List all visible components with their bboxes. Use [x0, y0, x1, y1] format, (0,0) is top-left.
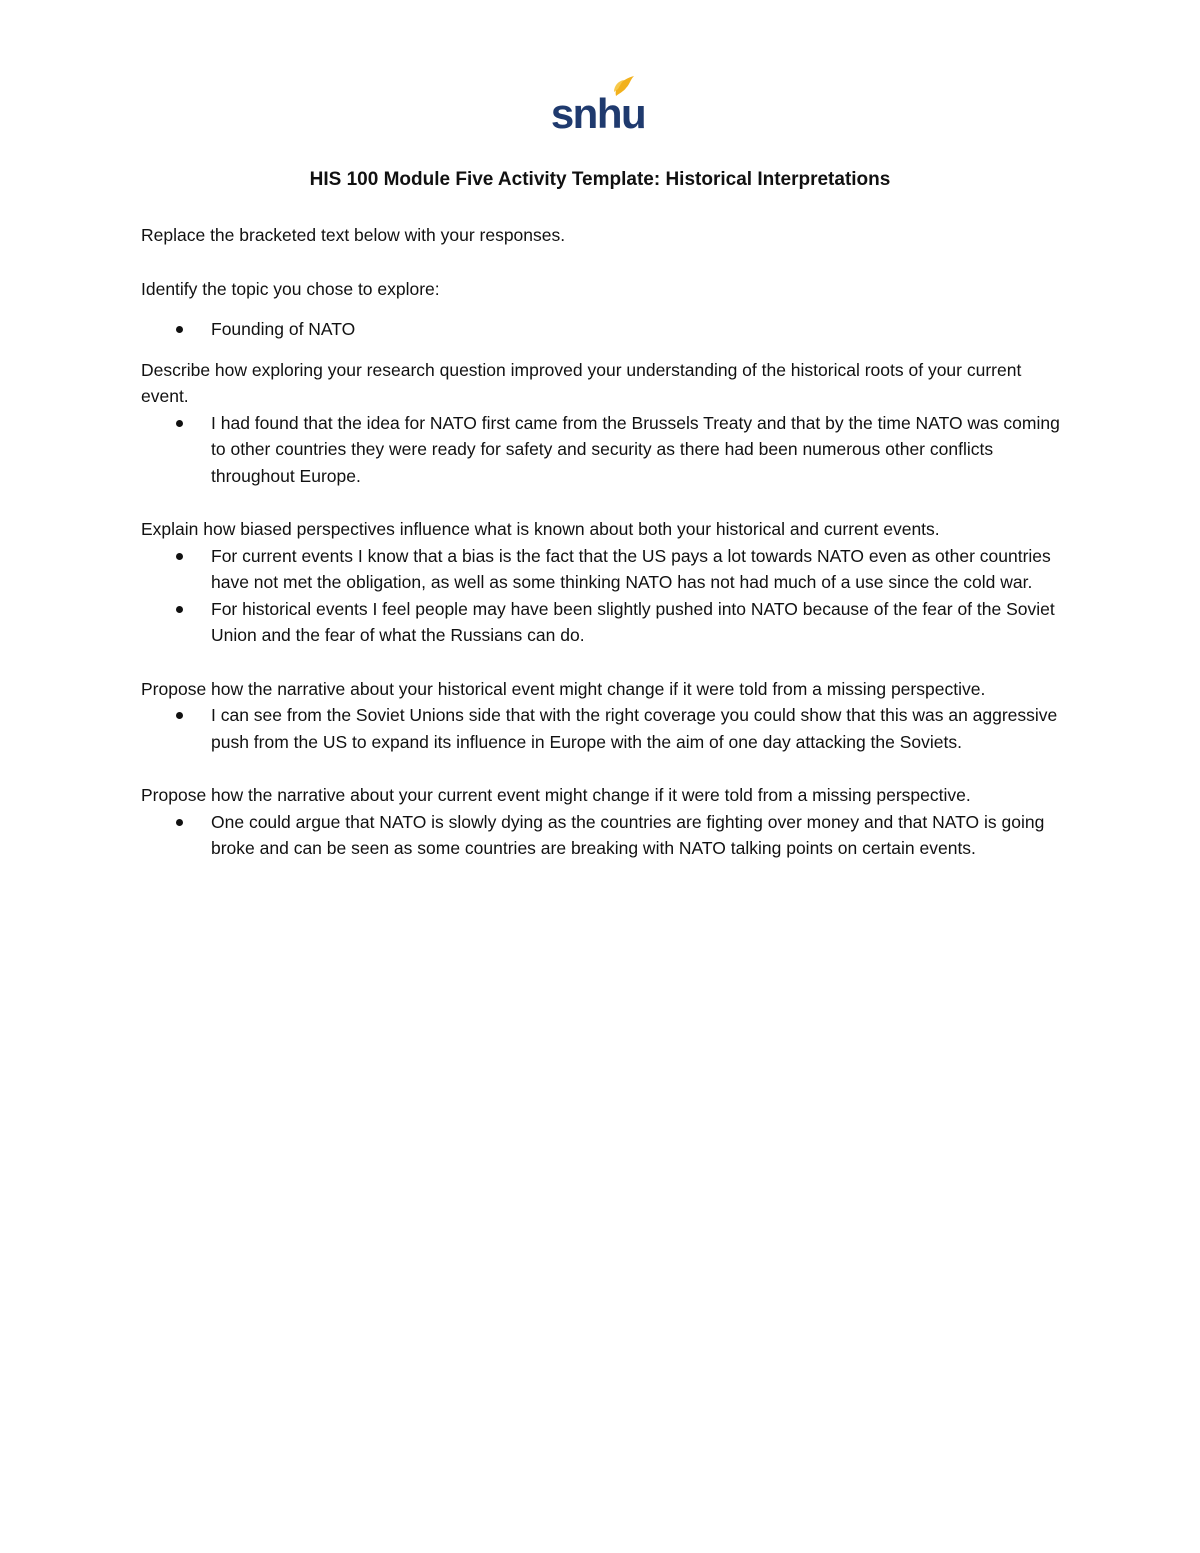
list-item — [141, 596, 1071, 649]
list-item — [141, 410, 1071, 490]
section-current-missing-perspective — [141, 782, 1071, 862]
svg-text:snhu: snhu — [550, 90, 646, 134]
bullet-icon — [176, 420, 183, 427]
bullet-list — [141, 543, 1071, 649]
bullet-list — [141, 410, 1071, 490]
document-body — [141, 222, 1071, 889]
section-biased-perspectives — [141, 516, 1071, 649]
bullet-list — [141, 809, 1071, 862]
bullet-list — [141, 316, 1071, 343]
bullet-text: One could argue that NATO is slowly dying as the countries are fighting over money and that NATO is going broke and can be seen as some countries are breaking with NATO talking points on certain events. — [211, 811, 1045, 858]
list-item — [141, 702, 1071, 755]
snhu-logo — [550, 70, 646, 134]
document-title: HIS 100 Module Five Activity Template: Historical Interpretations — [309, 169, 891, 190]
prompt-text: Describe how exploring your research question improved your understanding of the historical roots of your current event. — [141, 359, 1022, 406]
prompt-text: Identify the topic you chose to explore: — [141, 278, 440, 299]
bullet-list — [141, 702, 1071, 755]
bullet-text: For current events I know that a bias is the fact that the US pays a lot towards NATO even as other countries have not met the obligation, as well as some thinking NATO has not had much of a use since the cold war. — [211, 545, 1051, 592]
bullet-text: Founding of NATO — [211, 319, 356, 339]
section-historical-roots — [141, 357, 1071, 490]
prompt-text: Propose how the narrative about your current event might change if it were told from a missing perspective. — [141, 785, 971, 805]
bullet-icon — [176, 606, 183, 613]
bullet-text: For historical events I feel people may have been slightly pushed into NATO because of the fear of the Soviet Union and the fear of what the Russians can do. — [211, 598, 1055, 645]
section-historical-missing-perspective — [141, 676, 1071, 756]
bullet-text: I had found that the idea for NATO first came from the Brussels Treaty and that by the time NATO was coming to other countries they were ready for safety and security as there had been numerous other conflicts throughout Europe. — [211, 412, 1060, 486]
list-item — [141, 316, 1071, 343]
bullet-icon — [176, 553, 183, 560]
instruction-text: Replace the bracketed text below with your responses. — [141, 225, 566, 245]
flame-icon — [550, 70, 646, 134]
bullet-text: I can see from the Soviet Unions side that with the right coverage you could show that this was an aggressive push from the US to expand its influence in Europe with the aim of one day attacking the Soviets. — [211, 705, 1058, 752]
bullet-icon — [176, 819, 183, 826]
prompt-text: Explain how biased perspectives influence what is known about both your historical and current events. — [141, 519, 940, 539]
list-item — [141, 543, 1071, 596]
prompt-text: Propose how the narrative about your historical event might change if it were told from a missing perspective. — [141, 678, 986, 699]
bullet-icon — [176, 712, 183, 719]
bullet-icon — [176, 326, 183, 333]
list-item — [141, 809, 1071, 862]
section-topic — [141, 276, 1071, 343]
